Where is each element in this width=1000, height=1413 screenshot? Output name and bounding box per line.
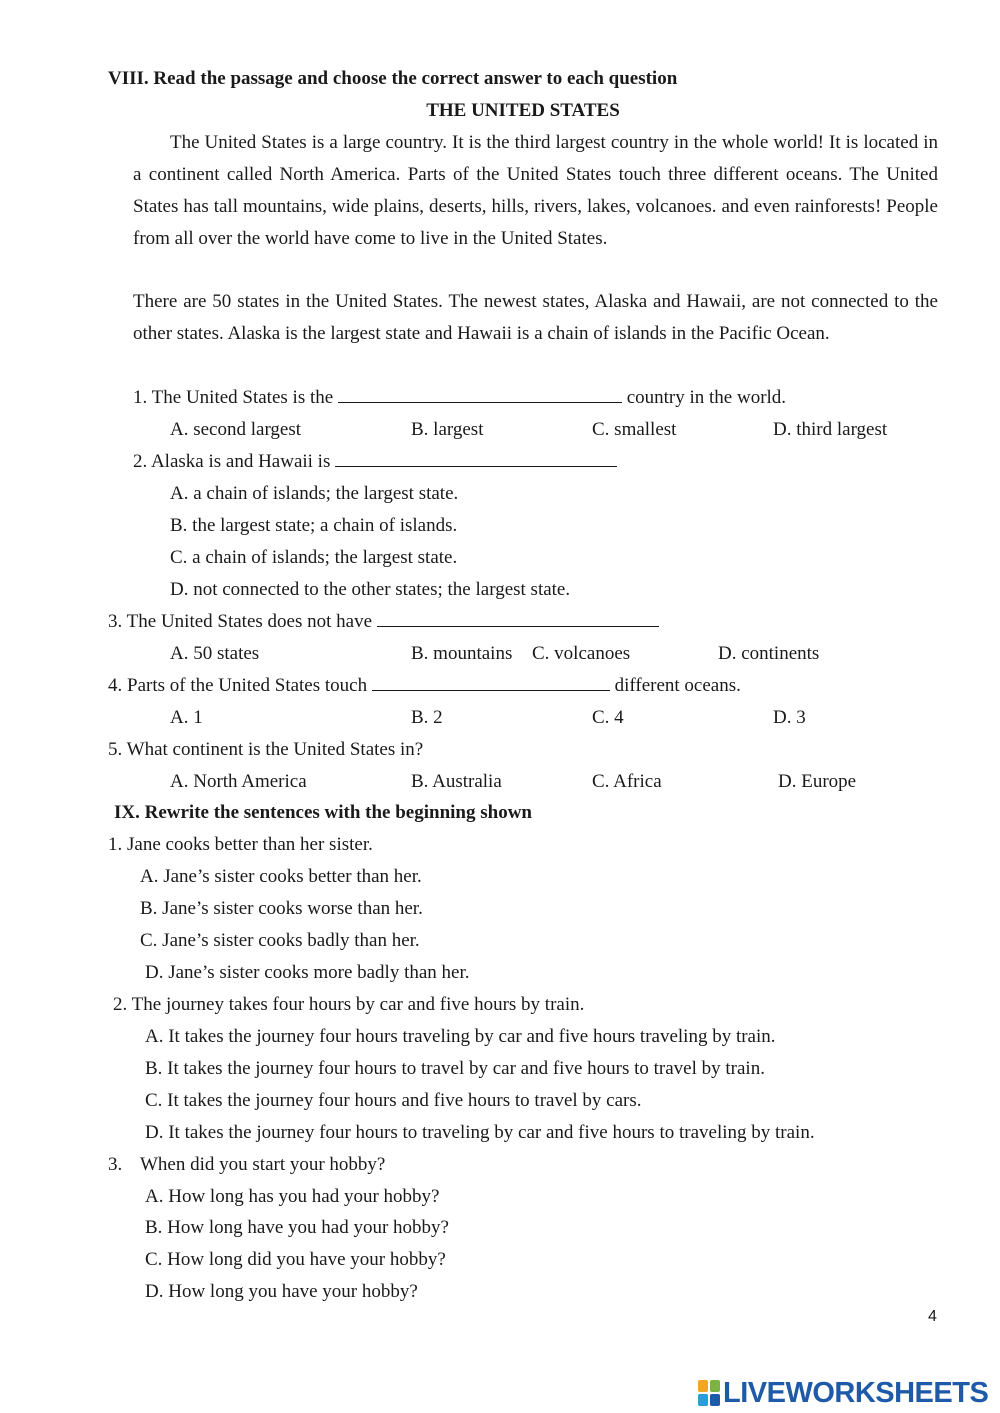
rewrite-3-option-d[interactable]: D. How long you have your hobby? [145,1281,418,1302]
q4-option-d[interactable]: D. 3 [773,707,806,728]
rewrite-1-option-d[interactable]: D. Jane’s sister cooks more badly than her. [145,962,470,983]
rewrite-3-number: 3. [108,1154,123,1175]
answer-blank[interactable] [335,451,617,467]
q5-option-b[interactable]: B. Australia [411,771,502,792]
q4-option-c[interactable]: C. 4 [592,707,624,728]
q4-option-b[interactable]: B. 2 [411,707,443,728]
page-number: 4 [928,1308,937,1325]
passage-title: THE UNITED STATES [426,100,620,121]
rewrite-2-option-a[interactable]: A. It takes the journey four hours traveling by car and five hours traveling by train. [145,1026,776,1047]
question-2-stem: 2. Alaska is and Hawaii is [133,450,617,474]
q1-option-a[interactable]: A. second largest [170,419,302,440]
rewrite-1-option-c[interactable]: C. Jane’s sister cooks badly than her. [140,930,420,951]
q5-option-a[interactable]: A. North America [170,771,307,792]
answer-blank[interactable] [338,387,622,403]
rewrite-3-option-b[interactable]: B. How long have you had your hobby? [145,1217,449,1238]
q2-option-d[interactable]: D. not connected to the other states; the largest state. [170,579,571,600]
question-4-stem: 4. Parts of the United States touch different oceans. [108,675,741,696]
liveworksheets-logo[interactable] [698,1376,988,1410]
rewrite-2-option-d[interactable]: D. It takes the journey four hours to traveling by car and five hours to traveling by train. [145,1122,815,1143]
q3-option-a[interactable]: A. 50 states [170,643,260,664]
rewrite-1-option-a[interactable]: A. Jane’s sister cooks better than her. [140,866,422,887]
rewrite-2-option-b[interactable]: B. It takes the journey four hours to travel by car and five hours to travel by train. [145,1058,765,1079]
rewrite-1-option-b[interactable]: B. Jane’s sister cooks worse than her. [140,898,423,919]
q1-option-b[interactable]: B. largest [411,419,484,440]
q2-option-a[interactable]: A. a chain of islands; the largest state. [170,483,459,504]
answer-blank[interactable] [372,675,610,691]
answer-blank[interactable] [377,611,659,627]
question-5-stem: 5. What continent is the United States in? [108,739,424,760]
rewrite-1-stem: 1. Jane cooks better than her sister. [108,834,373,855]
q3-option-c[interactable]: C. volcanoes [532,643,631,664]
liveworksheets-logo-icon [698,1380,720,1406]
q1-option-d[interactable]: D. third largest [773,419,888,440]
logo-text: LIVEWORKSHEETS [723,1376,989,1409]
q4-option-a[interactable]: A. 1 [170,707,203,728]
q3-option-b[interactable]: B. mountains [411,643,513,664]
question-1-stem: 1. The United States is the country in the world. [133,387,787,408]
q2-option-c[interactable]: C. a chain of islands; the largest state. [170,547,458,568]
q5-option-d[interactable]: D. Europe [778,771,857,792]
rewrite-3-stem: When did you start your hobby? [140,1154,386,1175]
passage-paragraph-2: There are 50 states in the United States. The newest states, Alaska and Hawaii, are not connected to the other states. Alaska is the largest state and Hawaii is a chain of islands in the Pacific Ocean. [133,291,938,344]
q2-option-b[interactable]: B. the largest state; a chain of islands. [170,515,458,536]
rewrite-3-option-c[interactable]: C. How long did you have your hobby? [145,1249,446,1270]
q3-option-d[interactable]: D. continents [718,643,820,664]
rewrite-2-option-c[interactable]: C. It takes the journey four hours and five hours to travel by cars. [145,1090,642,1111]
rewrite-3-option-a[interactable]: A. How long has you had your hobby? [145,1186,440,1207]
q1-option-c[interactable]: C. smallest [592,419,677,440]
question-3-stem: 3. The United States does not have [108,610,659,634]
section-9-heading: IX. Rewrite the sentences with the beginning shown [114,802,532,823]
q5-option-c[interactable]: C. Africa [592,771,662,792]
section-8-heading: VIII. Read the passage and choose the correct answer to each question [108,68,678,89]
rewrite-2-stem: 2. The journey takes four hours by car and five hours by train. [113,994,585,1015]
passage-paragraph-1: The United States is a large country. It is the third largest country in the whole world! It is located in a continent called North America. Parts of the United States touch three different oceans. The United States has tall mountains, wide plains, deserts, hills, rivers, lakes, volcanoes. and even rainforests! People from all over the world have come to live in the United States. [133,132,938,249]
